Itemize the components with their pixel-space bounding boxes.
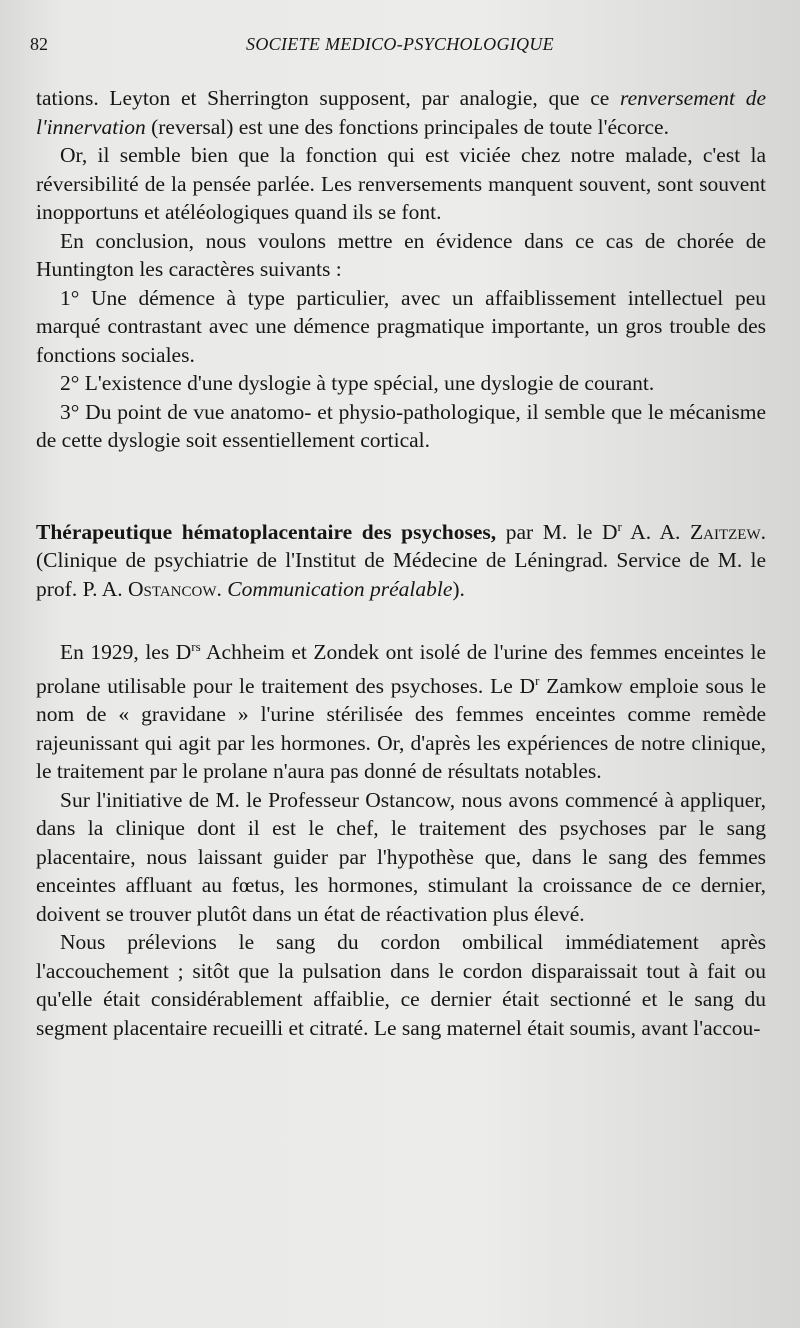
text: (reversal) est une des fonctions principales de toute l'écorce.	[145, 114, 669, 139]
page-body	[36, 84, 766, 1042]
paragraph: Nous prélevions le sang du cordon ombilical immédiatement après l'accouchement ; sitôt que la pulsation dans le cordon disparaissait tout à fait ou qu'elle était considérablement affaiblie, ce dernier était sectionné et le sang du segment placentaire recueilli et citraté. Le sang maternel était soumis, avant l'accou-	[36, 930, 766, 1040]
article-heading	[36, 513, 766, 604]
list-item-1: 1° Une démence à type particulier, avec un affaiblissement intellectuel peu marqué contrastant avec une démence pragmatique importante, un gros trouble des fonctions sociales.	[36, 285, 766, 367]
paragraph: Or, il semble bien que la fonction qui est viciée chez notre malade, c'est la réversibilité de la pensée parlée. Les renversements manquent souvent, sont souvent inopportuns et atéléologiques quand ils se font.	[36, 143, 766, 224]
text: Zamkow emploie sous le nom de « gravidane » l'urine stérilisée des femmes enceintes comme remède rajeunissant qui agit par les hormones. Or, d'après les expériences de notre clinique, le traitement par le prolane n'aura pas donné de résultats notables.	[36, 673, 766, 784]
article-title: Thérapeutique hématoplacentaire des psychoses,	[36, 519, 497, 544]
list-item-3: 3° Du point de vue anatomo- et physio-pathologique, il semble que le mécanisme de cette dyslogie soit essentiellement cortical.	[36, 399, 766, 452]
section-gap	[36, 603, 766, 633]
text: par M. le D	[496, 519, 618, 544]
paragraph: En conclusion, nous voulons mettre en évidence dans ce cas de chorée de Huntington les caractères suivants :	[36, 228, 766, 281]
superscript: r	[617, 518, 622, 534]
page-number: 82	[30, 34, 48, 54]
person-name: Ostancow	[127, 576, 217, 601]
text: En 1929, les D	[60, 640, 192, 665]
superscript: rs	[191, 639, 201, 655]
text: Achheim et Zondek ont isolé de l'urine des femmes enceintes le prolane utilisable pour le traitement des psychoses. Le D	[36, 640, 766, 698]
superscript: r	[535, 672, 540, 688]
paragraph-continuation	[36, 84, 766, 141]
paragraph	[36, 633, 766, 786]
author-name: A. A. Zaitzew.	[621, 519, 766, 544]
affiliation: (Clinique de psychiatrie de l'Institut de Médecine de Léningrad. Service de M. le prof. P. A.	[36, 548, 766, 601]
paragraph: Sur l'initiative de M. le Professeur Ostancow, nous avons commencé à appliquer, dans la clinique dont il est le chef, le traitement des psychoses par le sang placentaire, nous laissant guider par l'hypothèse que, dans le sang des femmes enceintes affluant au fœtus, les hormones, stimulant la croissance de ce dernier, doivent se trouver plutôt dans un état de réactivation plus élevé.	[36, 787, 766, 926]
list-item-2: 2° L'existence d'une dyslogie à type spécial, une dyslogie de courant.	[60, 371, 655, 395]
emphasis-text: Communication préalable	[227, 576, 453, 601]
running-head: SOCIETE MEDICO-PSYCHOLOGIQUE	[246, 34, 554, 54]
emphasis-text: renversement de l'innervation	[36, 86, 766, 139]
text: tations. Leyton et Sherrington supposent, par analogie, que ce	[36, 86, 620, 110]
page-header	[30, 34, 770, 58]
section-gap	[36, 455, 766, 513]
text: .	[216, 576, 228, 601]
text: ).	[452, 576, 465, 601]
